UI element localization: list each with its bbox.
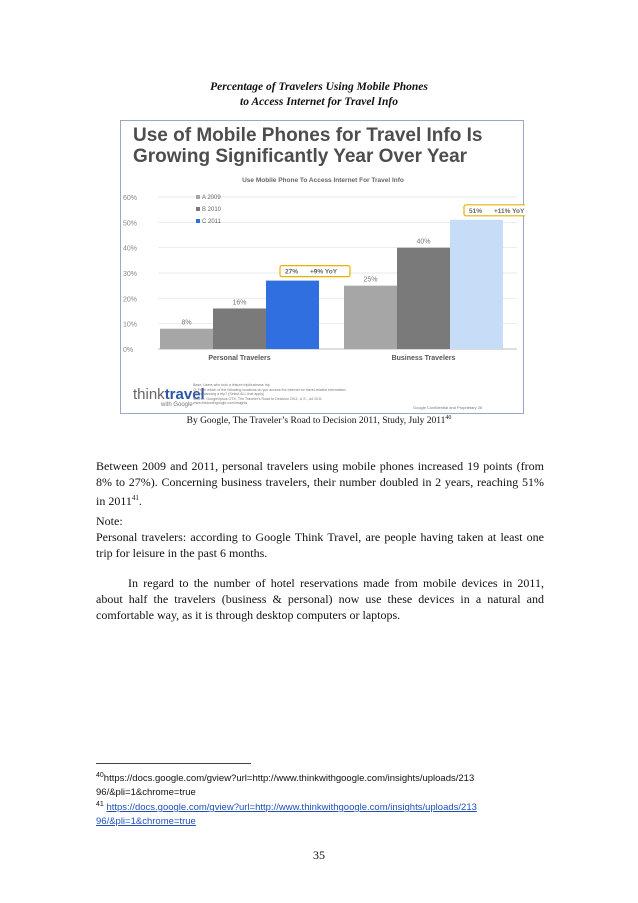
legend-swatch xyxy=(196,195,200,199)
paragraph-growth xyxy=(96,458,544,509)
bar xyxy=(344,286,397,349)
data-label: 8% xyxy=(181,319,192,327)
paragraph-growth-text: Between 2009 and 2011, personal travelers using mobile phones increased 19 points (from 8% to 27%). Concerning business travelers, their number doubled in 2 years, reaching 51% in 2011 xyxy=(96,459,544,508)
paragraph-growth-end: . xyxy=(138,494,142,508)
category-label: Personal Travelers xyxy=(208,355,271,362)
figure-source-text: By Google, The Traveler’s Road to Decision 2011, Study, July 2011 xyxy=(186,416,446,427)
callout-value: 27% xyxy=(285,268,299,276)
chart-title-line1: Use of Mobile Phones for Travel Info Is xyxy=(133,125,483,146)
note-text: Personal travelers: according to Google Think Travel, are people having taken at least one trip for leisure in the past 6 months. xyxy=(96,530,544,560)
legend-swatch xyxy=(196,219,200,223)
footnote-41 xyxy=(96,798,546,829)
bar xyxy=(213,308,266,349)
footnote-separator xyxy=(96,763,251,764)
chart-copyright: Google Confidential and Proprietary 26 xyxy=(413,405,483,410)
bar xyxy=(266,281,319,349)
paragraph-reservations: In regard to the number of hotel reservations made from mobile devices in 2011, about half the travelers (business & personal) now use these devices in a natural and comfortable way, as it is through desktop computers or laptops. xyxy=(96,576,544,622)
data-label: 40% xyxy=(416,238,431,246)
footnote-url: https://docs.google.com/gview?url=http://www.thinkwithgoogle.com/insights/uploads/213 xyxy=(103,773,475,785)
chart-note: www.thinkwithgoogle.com/insights xyxy=(193,401,248,406)
figure-caption-line2: to Access Internet for Travel Info xyxy=(240,96,398,108)
y-tick-label: 50% xyxy=(123,220,138,228)
bar xyxy=(160,329,213,349)
footnote-40 xyxy=(96,769,546,800)
legend-label: A 2009 xyxy=(202,195,221,201)
chart-note: Base: Users who took a leisure trip/business trip xyxy=(193,383,270,387)
callout-delta: +9% YoY xyxy=(310,268,338,276)
chart-notes xyxy=(193,383,383,406)
y-tick-label: 60% xyxy=(123,195,138,202)
logo-sub: with Google xyxy=(161,402,193,408)
footnote-link-continued[interactable]: 96/&pli=1&chrome=true xyxy=(96,816,196,828)
chart-image xyxy=(120,120,524,414)
footnote-ref-41: 41 xyxy=(131,494,139,502)
footnote-number: 40 xyxy=(96,772,104,779)
chart-note: when planning a trip? (Select ALL that apply) xyxy=(193,392,265,397)
chart-subtitle: Use Mobile Phone To Access Internet For Travel Info xyxy=(242,177,404,184)
legend-label: B 2010 xyxy=(202,207,222,213)
chart-title xyxy=(133,125,513,167)
category-label: Business Travelers xyxy=(391,355,456,362)
y-tick-label: 30% xyxy=(123,271,138,278)
page-number: 35 xyxy=(313,848,325,862)
figure-source xyxy=(0,415,638,426)
y-tick-label: 10% xyxy=(123,321,138,329)
figure-caption-line1: Percentage of Travelers Using Mobile Phones xyxy=(210,81,428,93)
logo-word-think: think xyxy=(133,386,165,403)
chart-note: Source: Google/Ipsos OTX, The Traveler's Road to Decision 2011, U.S., Jul 2011 xyxy=(193,396,322,401)
footnote-link[interactable]: https://docs.google.com/gview?url=http://www.thinkwithgoogle.com/insights/uploads/213 xyxy=(106,802,477,814)
footnote-url-continued: 96/&pli=1&chrome=true xyxy=(96,787,196,799)
bar-chart xyxy=(121,187,525,387)
chart-title-line2: Growing Significantly Year Over Year xyxy=(133,146,468,167)
figure-source-ref: 40 xyxy=(445,415,452,421)
chart-note: Q: From which of the following locations do you access the Internet for travel-related information xyxy=(193,387,346,392)
bar xyxy=(397,248,450,349)
note-heading: Note: xyxy=(96,514,123,528)
logo-word-travel: travel xyxy=(164,386,205,403)
data-label: 25% xyxy=(363,276,378,284)
callout-value: 51% xyxy=(469,207,483,215)
legend-swatch xyxy=(196,207,200,211)
legend-label: C 2011 xyxy=(202,219,221,225)
y-tick-label: 0% xyxy=(123,347,134,354)
bar xyxy=(450,220,503,349)
callout-delta: +11% YoY xyxy=(494,207,525,215)
y-tick-label: 40% xyxy=(123,245,138,253)
footnote-number: 41 xyxy=(96,801,104,808)
data-label: 16% xyxy=(232,299,247,307)
y-tick-label: 20% xyxy=(123,296,138,304)
